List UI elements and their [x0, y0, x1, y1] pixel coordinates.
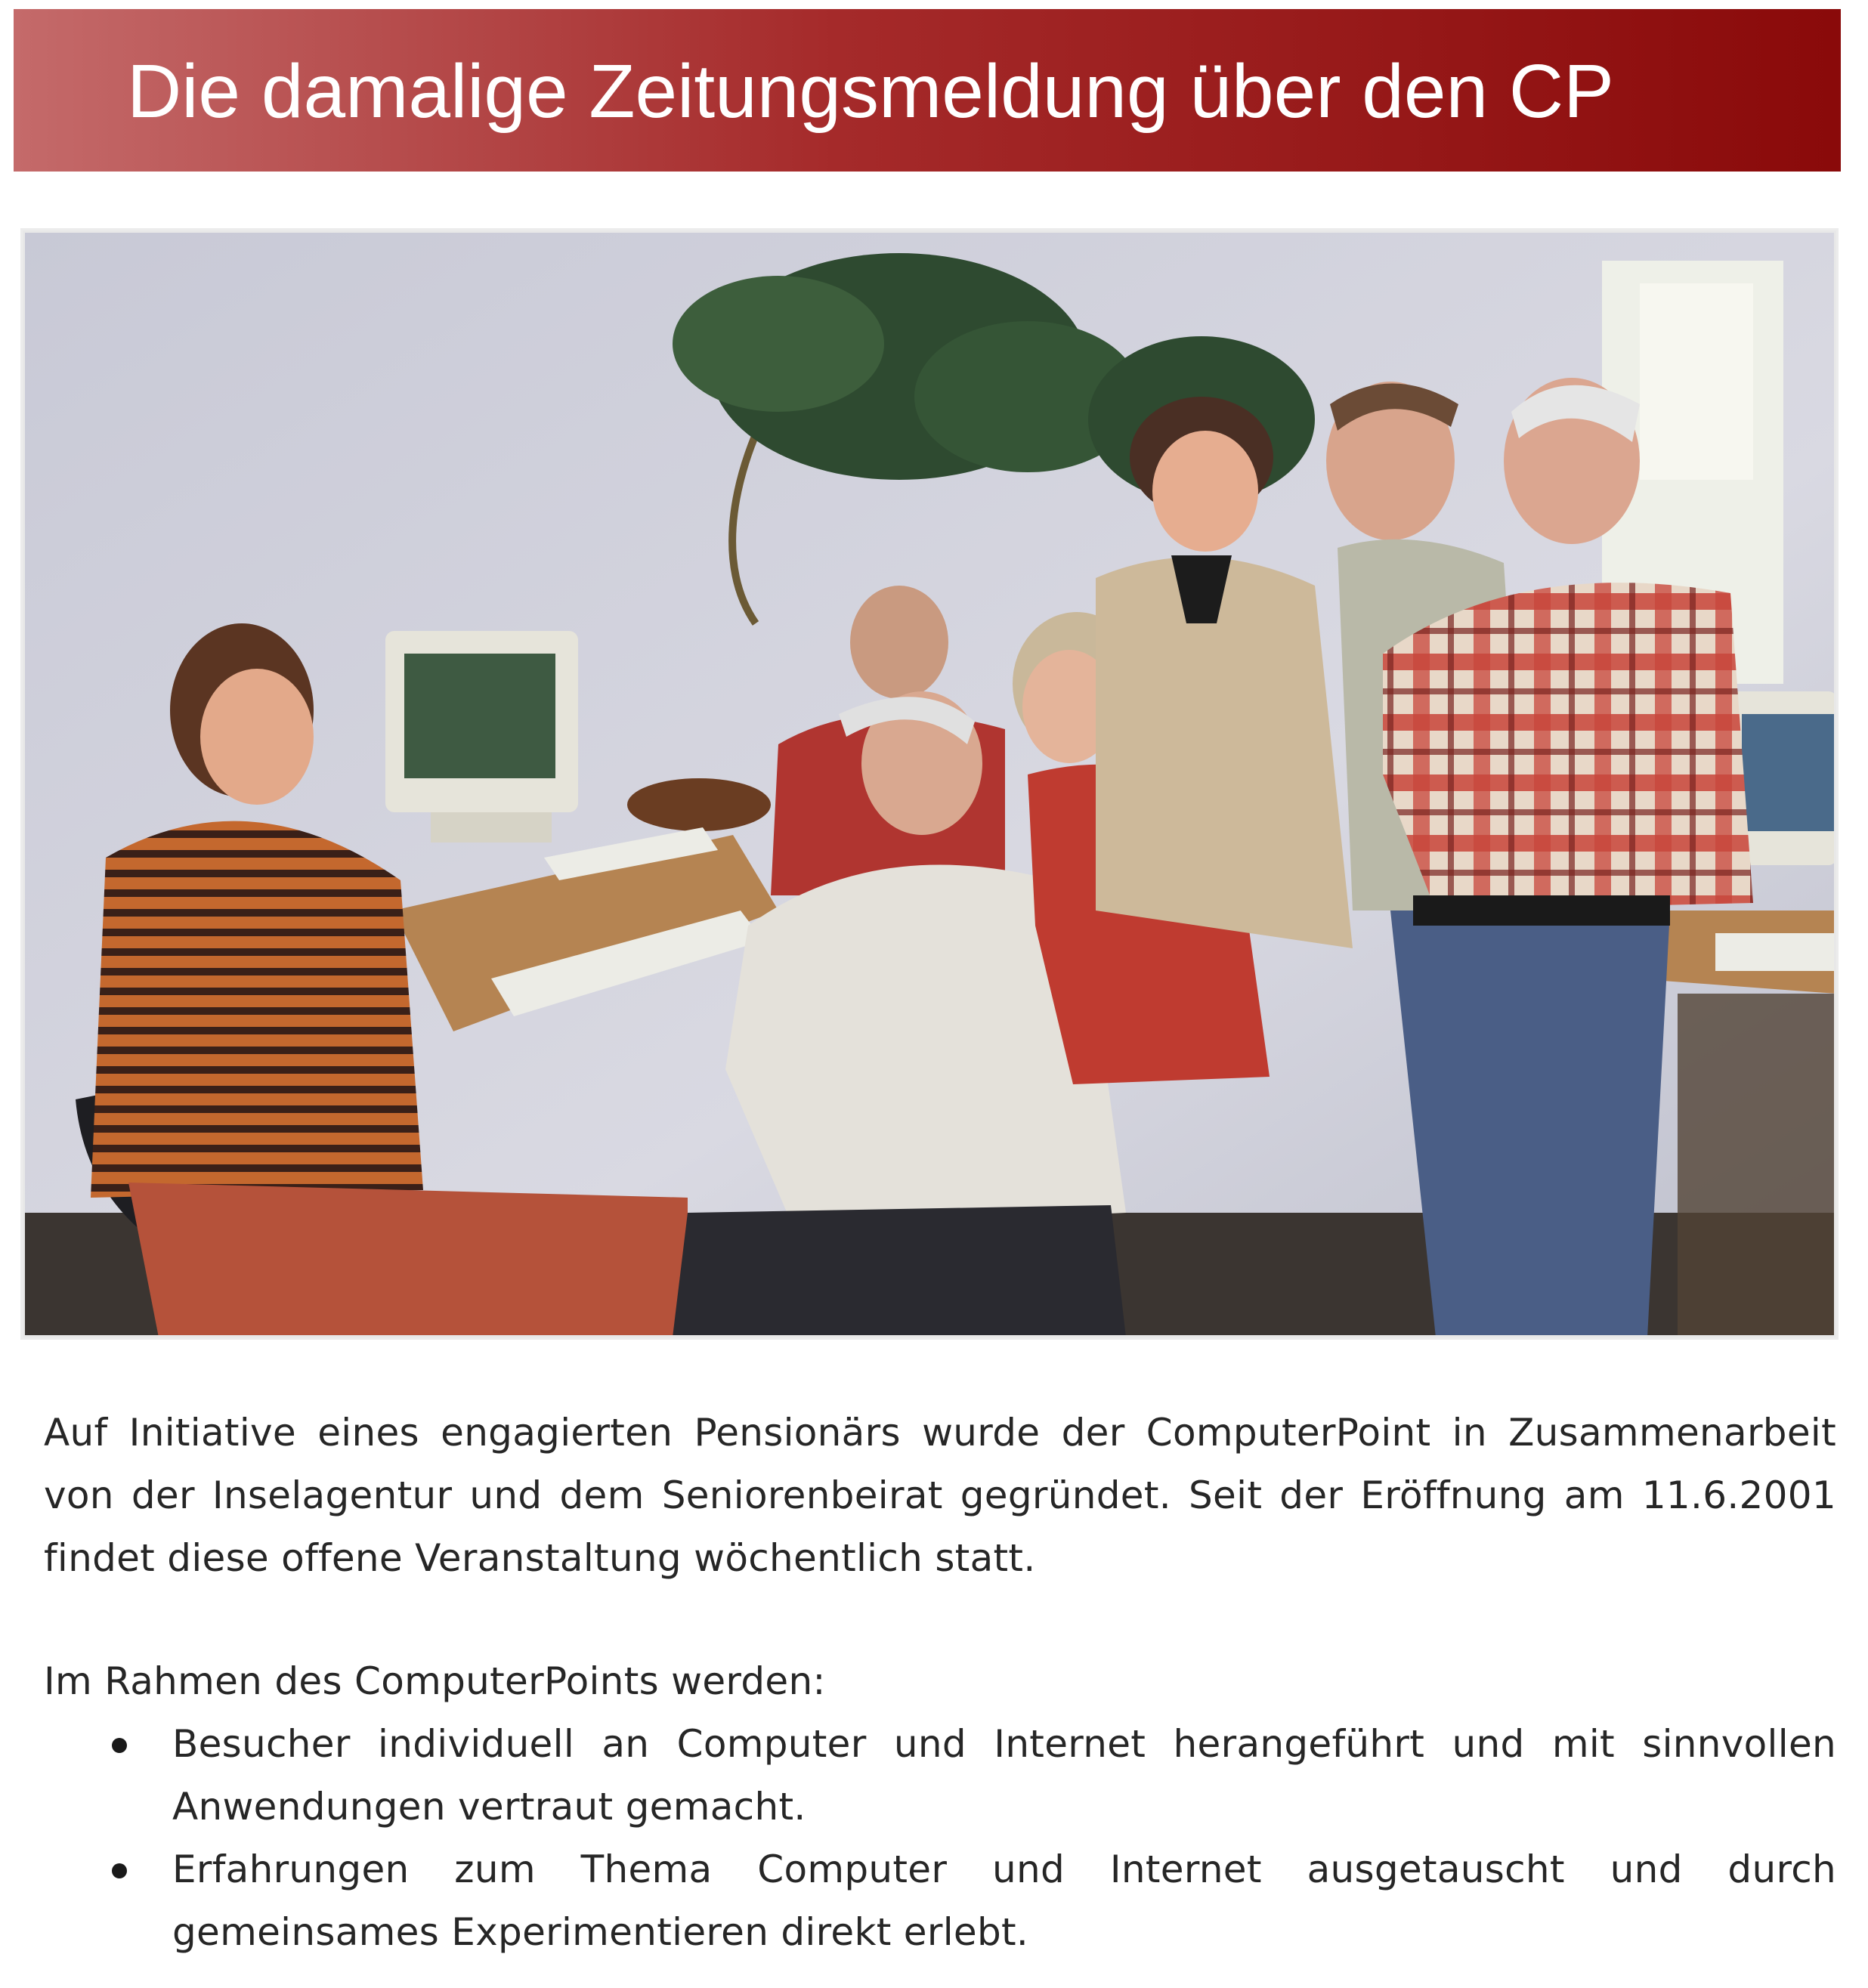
list-intro: Im Rahmen des ComputerPoints werden: [44, 1659, 826, 1703]
bullet-icon [112, 1738, 127, 1753]
person-1-trousers [128, 1183, 688, 1337]
person-5-coat [1096, 557, 1353, 948]
person-1-face [200, 669, 314, 805]
photo-illustration [23, 230, 1836, 1337]
person-7-shirt [1383, 583, 1753, 911]
header-banner [14, 9, 1841, 172]
list-item [44, 1713, 1836, 1838]
person-7-belt [1413, 895, 1670, 926]
person-3-trousers [673, 1205, 1126, 1337]
article-text [44, 1402, 1836, 1964]
person-2-head [850, 586, 948, 699]
person-5-face [1152, 431, 1258, 552]
person-1-shirt [91, 821, 423, 1198]
page-title: Die damalige Zeitungsmeldung über den CP [127, 49, 1614, 134]
newspaper-photo [23, 230, 1836, 1337]
plant-pot [627, 778, 771, 831]
bullet-icon [112, 1863, 127, 1878]
list-item-text: Besucher individuell an Computer und Internet herangeführt und mit sinnvollen Anwendungen vertraut gemacht. [172, 1722, 1836, 1829]
bullet-list [44, 1713, 1836, 1964]
list-item [44, 1838, 1836, 1964]
list-item-text: Erfahrungen zum Thema Computer und Internet ausgetauscht und durch gemeinsames Experimentieren direkt erlebt. [172, 1847, 1836, 1954]
intro-paragraph: Auf Initiative eines engagierten Pensionärs wurde der ComputerPoint in Zusammenarbeit von der Inselagentur und dem Seniorenbeirat gegründet. Seit der Eröffnung am 11.6.2001 findet diese offene Veranstaltung wöchentlich statt. [44, 1411, 1836, 1580]
person-7-jeans [1390, 911, 1670, 1337]
